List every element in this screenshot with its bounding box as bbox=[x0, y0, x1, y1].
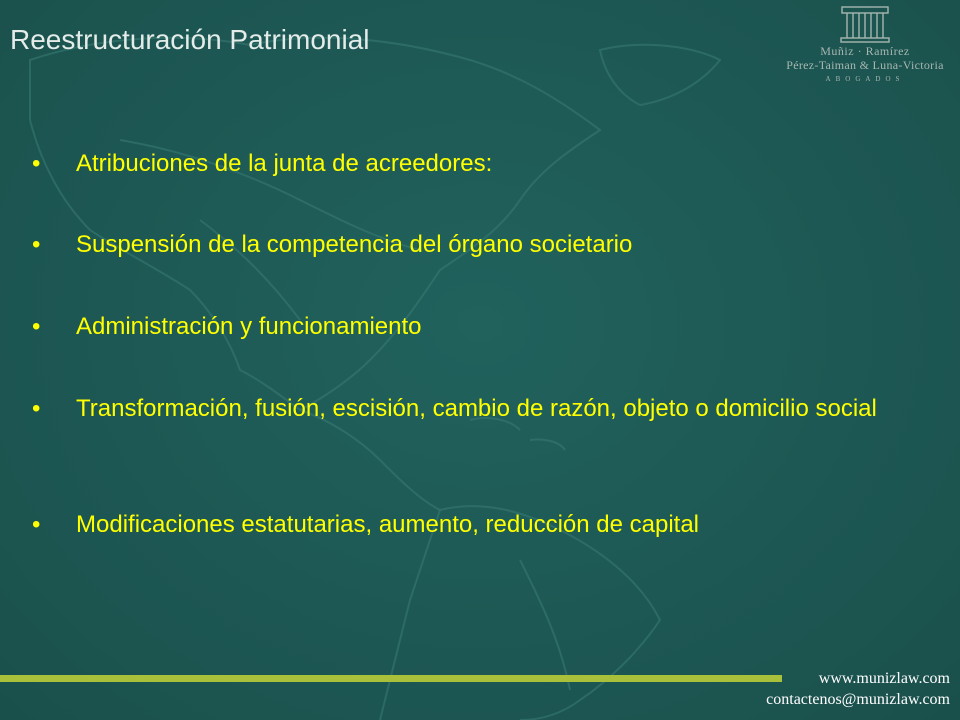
footer-divider bbox=[0, 675, 782, 682]
slide-title: Reestructuración Patrimonial bbox=[10, 24, 370, 55]
footer-contact bbox=[766, 668, 950, 710]
bullet-marker: • bbox=[32, 150, 41, 177]
bullet-text: Transformación, fusión, escisión, cambio de razón, objeto o domicilio social bbox=[76, 395, 877, 422]
bullet-marker: • bbox=[32, 313, 41, 340]
logo-firm-name-line1: Muñiz · Ramírez bbox=[820, 44, 910, 58]
bullet-text: Modificaciones estatutarias, aumento, reducción de capital bbox=[76, 511, 700, 538]
logo-subtitle: ABOGADOS bbox=[825, 75, 905, 83]
bullet-text: Suspensión de la competencia del órgano societario bbox=[76, 231, 633, 258]
email-link[interactable]: contactenos@munizlaw.com bbox=[766, 691, 950, 708]
bullet-marker: • bbox=[32, 511, 41, 538]
bullet-text: Atribuciones de la junta de acreedores: bbox=[76, 150, 493, 177]
bullet-marker: • bbox=[32, 231, 41, 258]
bullet-marker: • bbox=[32, 395, 41, 422]
logo-firm-name-line2: Pérez-Taiman & Luna-Victoria bbox=[786, 58, 944, 72]
firm-logo bbox=[770, 4, 960, 96]
website-link[interactable]: www.munizlaw.com bbox=[818, 670, 950, 687]
bullet-text: Administración y funcionamiento bbox=[76, 313, 422, 340]
building-columns-icon bbox=[838, 4, 892, 44]
